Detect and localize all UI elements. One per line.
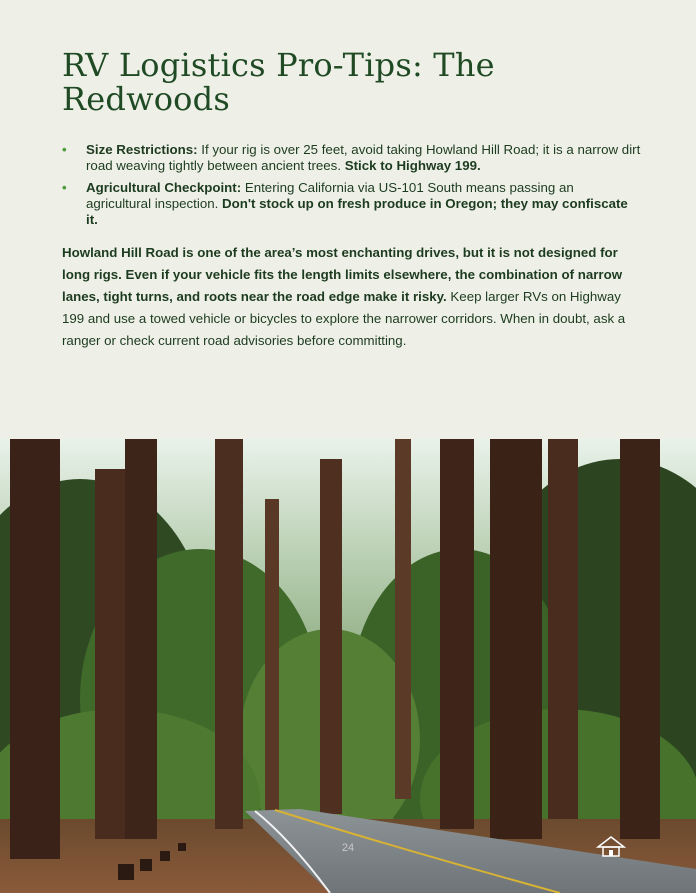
- content-area: [62, 48, 642, 365]
- list-item: [62, 180, 642, 228]
- page-title: RV Logistics Pro-Tips: The Redwoods: [62, 46, 495, 118]
- tip-label: Agricultural Checkpoint:: [86, 180, 242, 195]
- tip-emphasis: Don't stock up on fresh produce in Oregon; they may confiscate it.: [86, 196, 628, 227]
- redwood-forest-photo: [0, 439, 696, 893]
- tips-list: [62, 142, 642, 228]
- bullet-dot-icon: •: [62, 180, 67, 195]
- tip-label: Size Restrictions:: [86, 142, 198, 157]
- body-paragraph: [62, 242, 642, 352]
- tip-text: If your rig is over 25 feet, avoid taking Howland Hill Road; it is a narrow dirt road weaving tightly between ancient trees.: [86, 142, 641, 173]
- paragraph-bold: Howland Hill Road is one of the area’s most enchanting drives, but it is not designed for long rigs. Even if your vehicle fits the length limits elsewhere, the combination of narrow lanes, tight turns, and roots near the road edge make it risky.: [62, 245, 623, 304]
- paragraph-normal: Keep larger RVs on Highway 199 and use a towed vehicle or bicycles to explore the narrower corridors. When in doubt, ask a ranger or check current road advisories before committing.: [62, 289, 626, 348]
- tip-text: Entering California via US-101 South means passing an agricultural inspection.: [86, 180, 574, 211]
- tip-emphasis: Stick to Highway 199.: [344, 158, 481, 173]
- page-number: 24: [341, 842, 355, 854]
- cabin-logo-icon: [594, 835, 628, 859]
- bullet-dot-icon: •: [62, 142, 67, 157]
- list-item: [62, 142, 642, 174]
